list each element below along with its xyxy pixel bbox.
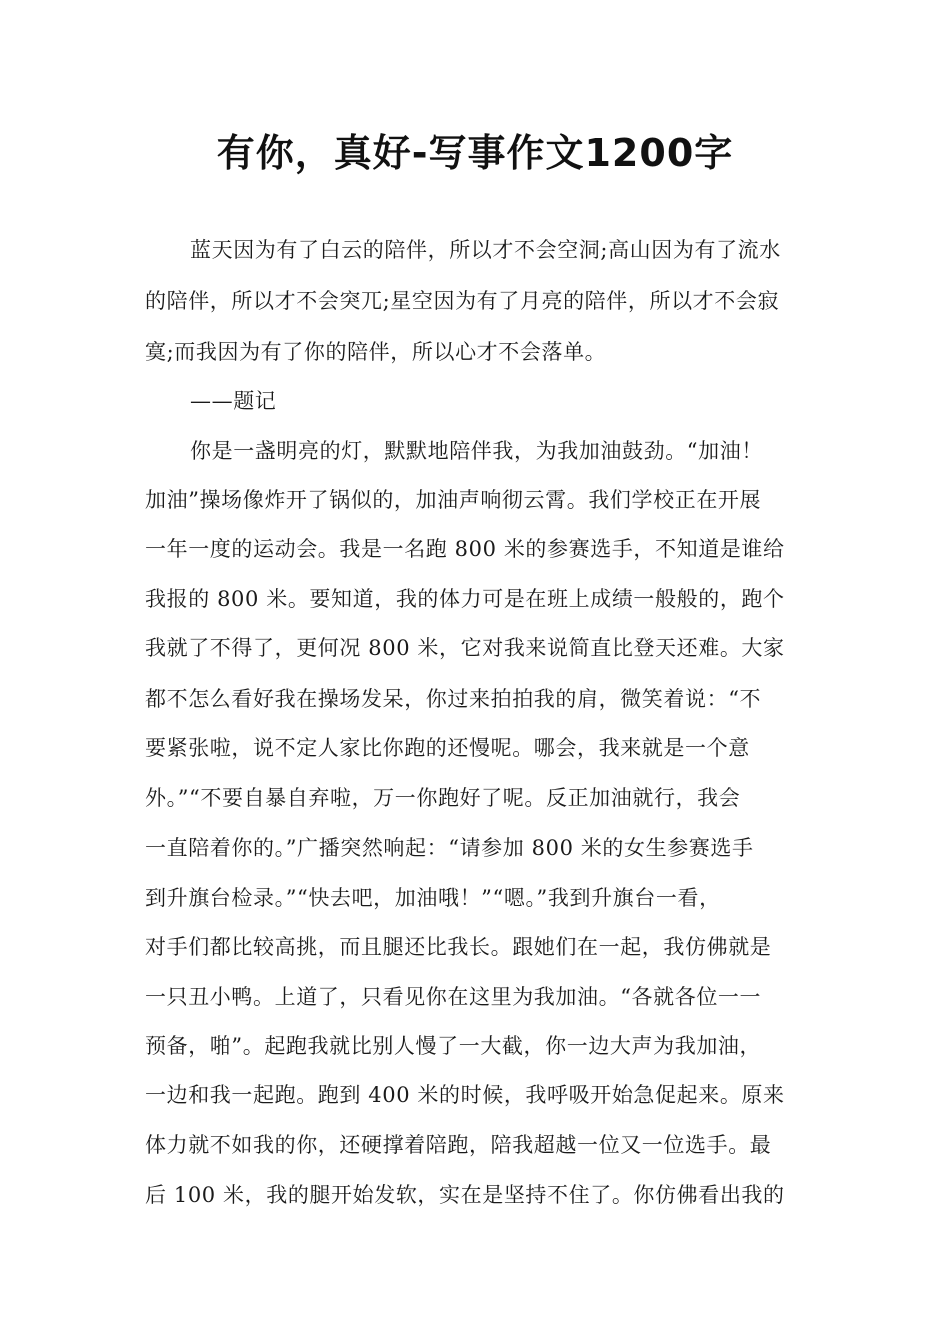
text-line: 要紧张啦，说不定人家比你跑的还慢呢。哪会，我来就是一个意	[145, 736, 750, 760]
text-line: 的陪伴，所以才不会突兀;星空因为有了月亮的陪伴，所以才不会寂	[145, 289, 780, 313]
text-line: 蓝天因为有了白云的陪伴，所以才不会空洞;高山因为有了流水	[190, 238, 781, 262]
text-line: 加油”操场像炸开了锅似的，加油声响彻云霄。我们学校正在开展	[145, 488, 762, 512]
text-line: 都不怎么看好我在操场发呆，你过来拍拍我的肩，微笑着说：“不	[145, 687, 762, 711]
document-title: 有你，真好-写事作文1200字	[216, 131, 734, 175]
text-line: 我报的 800 米。要知道，我的体力可是在班上成绩一般般的，跑个	[145, 587, 785, 611]
text-line: 寞;而我因为有了你的陪伴，所以心才不会落单。	[145, 340, 607, 364]
text-line: 一只丑小鸭。上道了，只看见你在这里为我加油。“各就各位一一	[145, 985, 762, 1009]
text-line: ——题记	[190, 389, 277, 413]
text-line: 后 100 米，我的腿开始发软，实在是坚持不住了。你仿佛看出我的	[145, 1183, 785, 1207]
text-line: 外。”“不要自暴自弃啦，万一你跑好了呢。反正加油就行，我会	[145, 786, 741, 810]
text-line: 一年一度的运动会。我是一名跑 800 米的参赛选手，不知道是谁给	[145, 537, 785, 561]
text-line: 体力就不如我的你，还硬撑着陪跑，陪我超越一位又一位选手。最	[145, 1133, 772, 1157]
text-line: 一直陪着你的。”广播突然响起：“请参加 800 米的女生参赛选手	[145, 836, 754, 860]
text-line: 你是一盏明亮的灯，默默地陪伴我，为我加油鼓劲。“加油！	[190, 439, 763, 463]
text-line: 一边和我一起跑。跑到 400 米的时候，我呼吸开始急促起来。原来	[145, 1083, 785, 1107]
text-line: 到升旗台检录。”“快去吧，加油哦！”“嗯。”我到升旗台一看，	[145, 886, 721, 910]
text-line: 我就了不得了，更何况 800 米，它对我来说简直比登天还难。大家	[145, 636, 785, 660]
text-line: 预备，啪”。起跑我就比别人慢了一大截，你一边大声为我加油，	[145, 1034, 762, 1058]
text-line: 对手们都比较高挑，而且腿还比我长。跟她们在一起，我仿佛就是	[145, 935, 772, 959]
